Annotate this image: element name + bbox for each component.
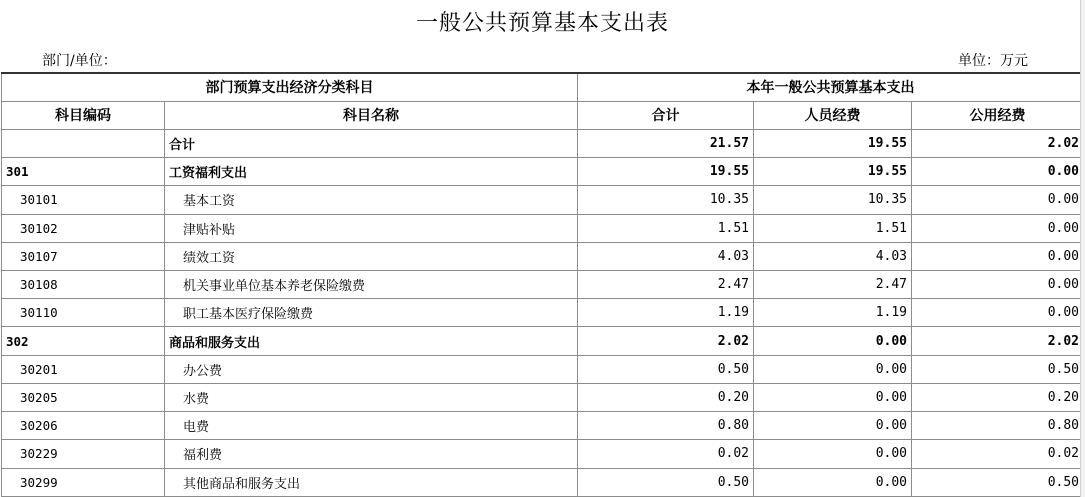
public-expense-cell: 0.02 bbox=[912, 440, 1084, 468]
public-expense-cell: 2.02 bbox=[912, 327, 1084, 355]
subject-name-cell: 电费 bbox=[165, 412, 578, 440]
subject-name-cell: 合计 bbox=[165, 129, 578, 157]
header-subject-code: 科目编码 bbox=[2, 101, 165, 129]
total-cell: 0.80 bbox=[578, 412, 754, 440]
table-group-header-row bbox=[2, 73, 1084, 101]
personnel-expense-cell: 2.47 bbox=[754, 271, 912, 299]
total-cell: 0.20 bbox=[578, 383, 754, 411]
table-row bbox=[2, 299, 1084, 327]
table-column-header-row bbox=[2, 101, 1084, 129]
personnel-expense-cell: 10.35 bbox=[754, 186, 912, 214]
total-cell: 21.57 bbox=[578, 129, 754, 157]
subject-code-cell: 302 bbox=[2, 327, 165, 355]
table-row bbox=[2, 214, 1084, 242]
budget-table bbox=[1, 72, 1084, 497]
subject-code-cell: 30101 bbox=[2, 186, 165, 214]
subject-code-cell: 30110 bbox=[2, 299, 165, 327]
public-expense-cell: 2.02 bbox=[912, 129, 1084, 157]
table-row bbox=[2, 186, 1084, 214]
subject-name-cell: 水费 bbox=[165, 383, 578, 411]
subject-code-cell bbox=[2, 129, 165, 157]
subject-name-cell: 津贴补贴 bbox=[165, 214, 578, 242]
total-cell: 10.35 bbox=[578, 186, 754, 214]
personnel-expense-cell: 4.03 bbox=[754, 242, 912, 270]
subject-code-cell: 30201 bbox=[2, 355, 165, 383]
table-row bbox=[2, 158, 1084, 186]
header-public-expense: 公用经费 bbox=[912, 101, 1084, 129]
total-cell: 0.50 bbox=[578, 355, 754, 383]
public-expense-cell: 0.00 bbox=[912, 186, 1084, 214]
subject-name-cell: 绩效工资 bbox=[165, 242, 578, 270]
personnel-expense-cell: 0.00 bbox=[754, 355, 912, 383]
personnel-expense-cell: 1.51 bbox=[754, 214, 912, 242]
public-expense-cell: 0.20 bbox=[912, 383, 1084, 411]
subject-code-cell: 30108 bbox=[2, 271, 165, 299]
total-cell: 2.02 bbox=[578, 327, 754, 355]
public-expense-cell: 0.80 bbox=[912, 412, 1084, 440]
subject-name-cell: 基本工资 bbox=[165, 186, 578, 214]
personnel-expense-cell: 19.55 bbox=[754, 158, 912, 186]
table-row bbox=[2, 327, 1084, 355]
personnel-expense-cell: 0.00 bbox=[754, 412, 912, 440]
total-cell: 4.03 bbox=[578, 242, 754, 270]
total-cell: 0.50 bbox=[578, 468, 754, 496]
department-label: 部门/单位： bbox=[42, 53, 117, 69]
subject-code-cell: 30229 bbox=[2, 440, 165, 468]
header-total: 合计 bbox=[578, 101, 754, 129]
personnel-expense-cell: 0.00 bbox=[754, 327, 912, 355]
table-row bbox=[2, 468, 1084, 496]
total-cell: 0.02 bbox=[578, 440, 754, 468]
window-scroll-edge bbox=[1080, 0, 1085, 497]
unit-label: 单位：万元 bbox=[958, 53, 1028, 69]
public-expense-cell: 0.00 bbox=[912, 271, 1084, 299]
header-basic-expenditure: 本年一般公共预算基本支出 bbox=[578, 73, 1084, 101]
subject-code-cell: 30107 bbox=[2, 242, 165, 270]
public-expense-cell: 0.00 bbox=[912, 214, 1084, 242]
subject-code-cell: 301 bbox=[2, 158, 165, 186]
budget-table-body bbox=[2, 73, 1084, 497]
subject-name-cell: 商品和服务支出 bbox=[165, 327, 578, 355]
public-expense-cell: 0.00 bbox=[912, 299, 1084, 327]
table-row bbox=[2, 271, 1084, 299]
header-subject-name: 科目名称 bbox=[165, 101, 578, 129]
header-personnel-expense: 人员经费 bbox=[754, 101, 912, 129]
subject-name-cell: 办公费 bbox=[165, 355, 578, 383]
table-row bbox=[2, 440, 1084, 468]
subject-code-cell: 30205 bbox=[2, 383, 165, 411]
public-expense-cell: 0.50 bbox=[912, 355, 1084, 383]
page-title: 一般公共预算基本支出表 bbox=[415, 11, 669, 36]
total-cell: 1.51 bbox=[578, 214, 754, 242]
subject-name-cell: 福利费 bbox=[165, 440, 578, 468]
personnel-expense-cell: 0.00 bbox=[754, 440, 912, 468]
total-cell: 1.19 bbox=[578, 299, 754, 327]
total-cell: 2.47 bbox=[578, 271, 754, 299]
subject-name-cell: 工资福利支出 bbox=[165, 158, 578, 186]
header-economic-classification: 部门预算支出经济分类科目 bbox=[2, 73, 578, 101]
table-row bbox=[2, 242, 1084, 270]
total-cell: 19.55 bbox=[578, 158, 754, 186]
personnel-expense-cell: 1.19 bbox=[754, 299, 912, 327]
table-row bbox=[2, 355, 1084, 383]
subject-code-cell: 30206 bbox=[2, 412, 165, 440]
subject-name-cell: 其他商品和服务支出 bbox=[165, 468, 578, 496]
subject-name-cell: 职工基本医疗保险缴费 bbox=[165, 299, 578, 327]
subject-name-cell: 机关事业单位基本养老保险缴费 bbox=[165, 271, 578, 299]
subject-code-cell: 30299 bbox=[2, 468, 165, 496]
public-expense-cell: 0.00 bbox=[912, 158, 1084, 186]
table-row bbox=[2, 383, 1084, 411]
public-expense-cell: 0.50 bbox=[912, 468, 1084, 496]
table-row bbox=[2, 129, 1084, 157]
table-row bbox=[2, 412, 1084, 440]
public-expense-cell: 0.00 bbox=[912, 242, 1084, 270]
personnel-expense-cell: 0.00 bbox=[754, 383, 912, 411]
subject-code-cell: 30102 bbox=[2, 214, 165, 242]
personnel-expense-cell: 19.55 bbox=[754, 129, 912, 157]
personnel-expense-cell: 0.00 bbox=[754, 468, 912, 496]
